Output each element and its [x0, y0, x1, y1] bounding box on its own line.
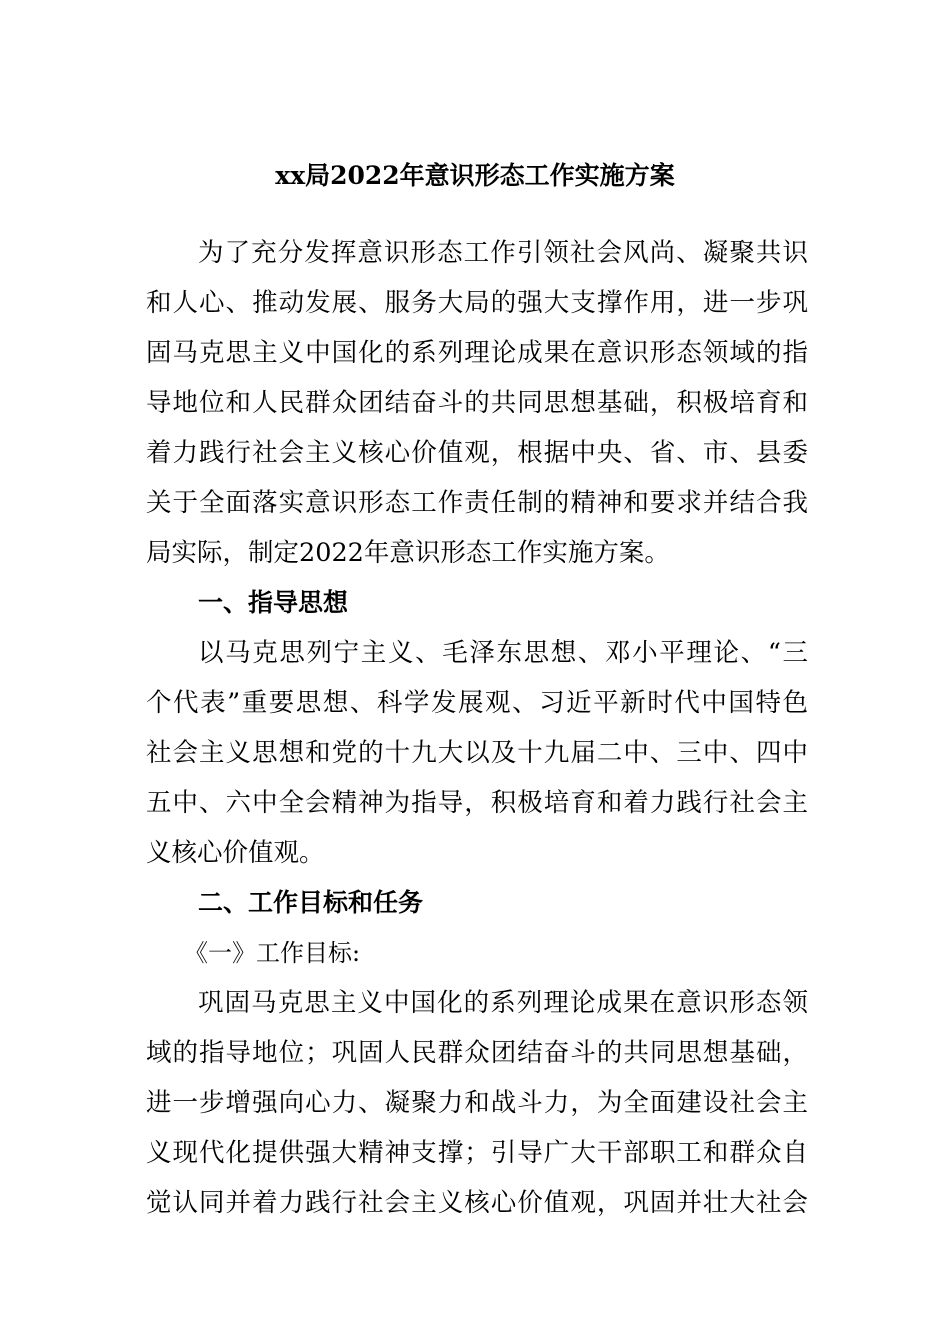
section1-line: 个代表”重要思想、科学发展观、习近平新时代中国特色 [146, 688, 808, 718]
intro-line: 为了充分发挥意识形态工作引领社会风尚、凝聚共识 [198, 238, 808, 268]
document-body [146, 228, 808, 1228]
section-heading-goals-tasks: 二、工作目标和任务 [198, 888, 424, 917]
section1-line: 五中、六中全会精神为指导，积极培育和着力践行社会主 [146, 788, 808, 818]
intro-line: 和人心、推动发展、服务大局的强大支撑作用，进一步巩 [146, 288, 808, 318]
intro-line: 关于全面落实意识形态工作责任制的精神和要求并结合我 [146, 488, 808, 518]
intro-line: 局实际，制定2022年意识形态工作实施方案。 [146, 538, 670, 568]
section-heading-guiding-thought: 一、指导思想 [198, 588, 349, 617]
subsection-heading-goals: 《一》工作目标: [184, 939, 361, 967]
section1-line: 以马克思列宁主义、毛泽东思想、邓小平理论、“三 [198, 638, 808, 668]
section2-line: 进一步增强向心力、凝聚力和战斗力，为全面建设社会主 [146, 1088, 808, 1118]
section2-line: 义现代化提供强大精神支撑；引导广大干部职工和群众自 [146, 1138, 808, 1168]
intro-line: 导地位和人民群众团结奋斗的共同思想基础，积极培育和 [146, 388, 808, 418]
section2-line: 巩固马克思主义中国化的系列理论成果在意识形态领 [198, 988, 808, 1018]
intro-line: 着力践行社会主义核心价值观，根据中央、省、市、县委 [146, 438, 808, 468]
intro-line: 固马克思主义中国化的系列理论成果在意识形态领域的指 [146, 338, 808, 368]
section2-line: 域的指导地位；巩固人民群众团结奋斗的共同思想基础， [146, 1038, 808, 1068]
section1-line: 义核心价值观。 [146, 838, 325, 868]
section1-line: 社会主义思想和党的十九大以及十九届二中、三中、四中 [146, 738, 808, 768]
section2-line: 觉认同并着力践行社会主义核心价值观，巩固并壮大社会 [146, 1188, 808, 1218]
document-title: xx局2022年意识形态工作实施方案 [275, 161, 675, 190]
